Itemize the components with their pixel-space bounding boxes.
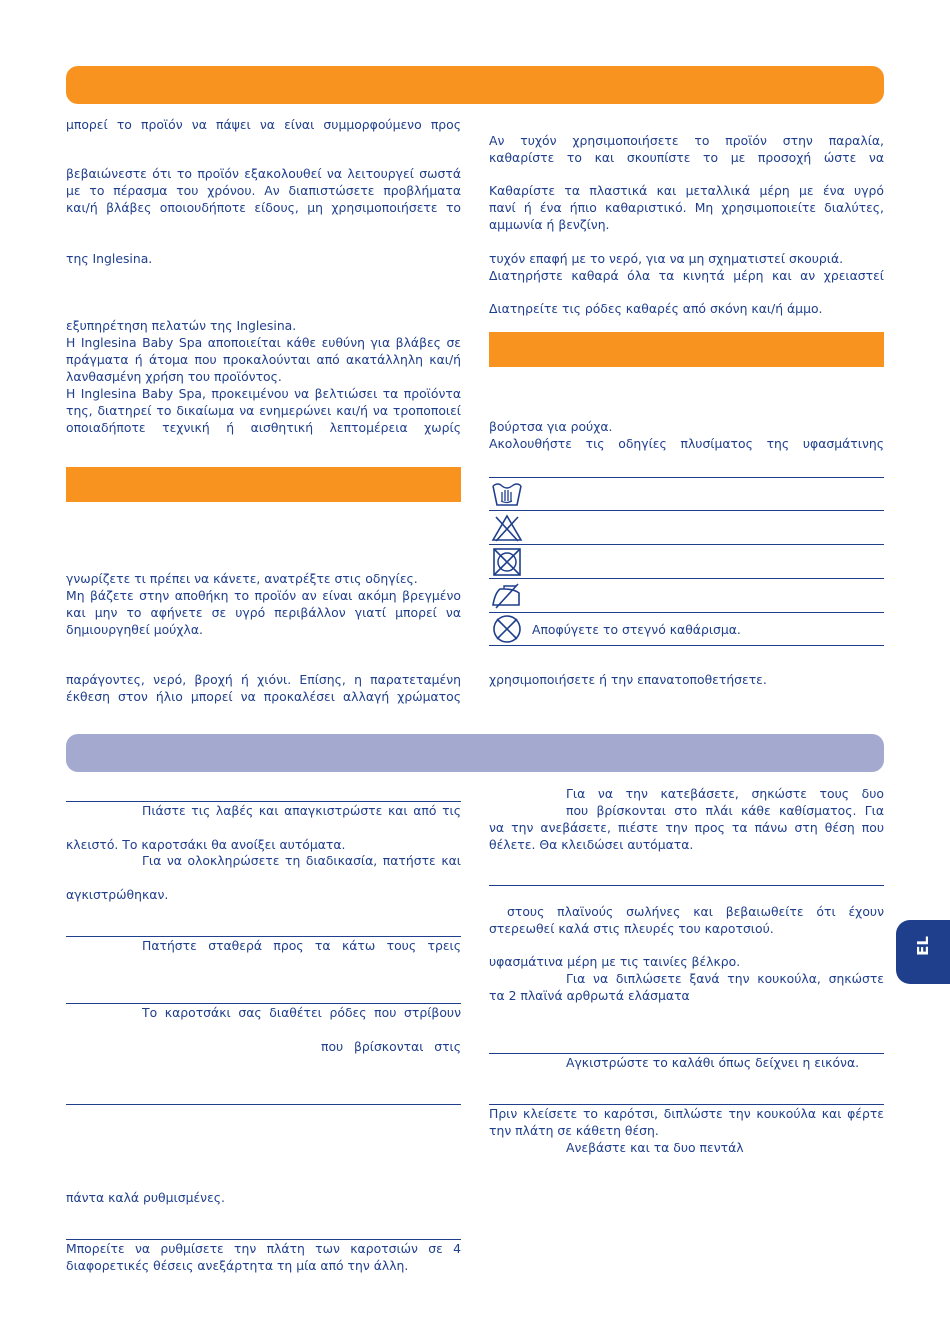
hand-wash-icon — [490, 479, 524, 509]
text-line: Αν τυχόν χρησιμοποιήσετε το προϊόν στην παραλία, — [489, 133, 884, 148]
text-line: Η Inglesina Baby Spa αποποιείται κάθε ευθύνη για βλάβες σε — [66, 335, 461, 350]
text-line: έκθεση στον ήλιο μπορεί να προκαλέσει αλλαγή χρώματος — [66, 689, 461, 704]
text-line: διαφορετικές θέσεις ανεξάρτητα τη μία από την άλλη. — [66, 1258, 409, 1273]
text-line: βεβαιώνεστε ότι το προϊόν εξακολουθεί να λειτουργεί σωστά — [66, 166, 461, 181]
section-rule — [66, 1104, 461, 1105]
text-line: Διατηρήστε καθαρά όλα τα κινητά μέρη και αν χρειαστεί — [489, 268, 884, 283]
text-line: Μπορείτε να ρυθμίσετε την πλάτη των καροτσιών σε 4 — [66, 1241, 461, 1256]
text-line: Μη βάζετε στην αποθήκη το προϊόν αν είναι ακόμη βρεγμένο — [66, 588, 461, 603]
text-line: που βρίσκονται στο πλάι κάθε καθίσματος. Για — [566, 803, 884, 818]
text-line: με το πέρασμα του χρόνου. Αν διαπιστώσετε προβλήματα — [66, 183, 461, 198]
care-table-rule — [489, 510, 884, 511]
text-line: Διατηρείτε τις ρόδες καθαρές από σκόνη και/ή άμμο. — [489, 301, 823, 316]
text-line: παράγοντες, νερό, βροχή ή χιόνι. Επίσης, η παρατεταμένη — [66, 672, 461, 687]
no-tumble-dry-icon — [490, 547, 524, 577]
language-tab — [896, 920, 950, 984]
no-iron-icon — [490, 581, 524, 611]
text-line: υφασμάτινα μέρη με τις ταινίες βέλκρο. — [489, 954, 741, 969]
text-line: Πιάστε τις λαβές και απαγκιστρώστε και από τις — [142, 803, 461, 818]
text-line: της, διατηρεί το δικαίωμα να ενημερώνει και/ή να τροποποιεί — [66, 403, 461, 418]
text-line: Ακολουθήστε τις οδηγίες πλυσίματος της υφασμάτινης — [489, 436, 884, 451]
text-line: Πριν κλείσετε το καρότσι, διπλώστε την κουκούλα και φέρτε — [489, 1106, 884, 1121]
text-line: κλειστό. Το καροτσάκι θα ανοίξει αυτόματα. — [66, 837, 346, 852]
text-line: γνωρίζετε τι πρέπει να κάνετε, ανατρέξτε στις οδηγίες. — [66, 571, 418, 586]
text-line: καθαρίστε το και σκουπίστε το με προσοχή ώστε να — [489, 150, 884, 165]
care-table-rule — [489, 477, 884, 478]
text-line: Αγκιστρώστε το καλάθι όπως δείχνει η εικόνα. — [566, 1055, 860, 1070]
text-line: αγκιστρώθηκαν. — [66, 887, 169, 902]
section-header-bar-storage — [66, 467, 461, 502]
text-line: να την ανεβάσετε, πιέστε την προς τα πάνω στη θέση που — [489, 820, 884, 835]
text-line: οποιαδήποτε τεχνική ή αισθητική λεπτομέρεια χωρίς — [66, 420, 461, 435]
text-line: στους πλαϊνούς σωλήνες και βεβαιωθείτε ότι έχουν — [507, 904, 884, 919]
section-header-bar-usage — [66, 734, 884, 772]
text-line: Για να διπλώσετε ξανά την κουκούλα, σηκώστε — [566, 971, 884, 986]
care-table-rule — [489, 645, 884, 646]
care-table-rule — [489, 544, 884, 545]
no-bleach-icon — [490, 513, 524, 543]
text-line: λανθασμένη χρήση του προϊόντος. — [66, 369, 282, 384]
text-line: Ανεβάστε και τα δυο πεντάλ — [566, 1140, 744, 1155]
care-table-rule — [489, 578, 884, 579]
text-line: πάντα καλά ρυθμισμένες. — [66, 1190, 225, 1205]
text-line: και μην το αφήνετε σε υγρό περιβάλλον γιατί μπορεί να — [66, 605, 461, 620]
care-table-rule — [489, 612, 884, 613]
text-line: εξυπηρέτηση πελατών της Inglesina. — [66, 318, 297, 333]
text-line: χρησιμοποιήσετε ή την επανατοποθετήσετε. — [489, 672, 767, 687]
text-line: Καθαρίστε τα πλαστικά και μεταλλικά μέρη με ένα υγρό — [489, 183, 884, 198]
language-tab-label: EL — [914, 936, 932, 956]
text-line: πράγματα ή άτομα που προκαλούνται από ακατάλληλη και/ή — [66, 352, 461, 367]
text-line: Το καροτσάκι σας διαθέτει ρόδες που στρίβουν — [142, 1005, 461, 1020]
text-line: Η Inglesina Baby Spa, προκειμένου να βελτιώσει τα προϊόντα — [66, 386, 461, 401]
text-line: που βρίσκονται στις — [321, 1039, 461, 1054]
text-line: την πλάτη σε κάθετη θέση. — [489, 1123, 659, 1138]
text-line: θέλετε. Θα κλειδώσει αυτόματα. — [489, 837, 694, 852]
text-line: βούρτσα για ρούχα. — [489, 419, 613, 434]
text-line: δημιουργηθεί μούχλα. — [66, 622, 203, 637]
text-line: στερεωθεί καλά στις πλευρές του καροτσιού. — [489, 921, 774, 936]
text-line: Για να την κατεβάσετε, σηκώστε τους δυο — [566, 786, 884, 801]
text-line: της Inglesina. — [66, 251, 153, 266]
care-dry-clean-text: Αποφύγετε το στεγνό καθάρισμα. — [532, 622, 741, 637]
text-line: πανί ή ένα ήπιο καθαριστικό. Μη χρησιμοποιείτε διαλύτες, — [489, 200, 884, 215]
text-line: μπορεί το προϊόν να πάψει να είναι συμμορφούμενο προς — [66, 117, 461, 132]
text-line: τα 2 πλαϊνά αρθρωτά ελάσματα — [489, 988, 690, 1003]
text-line: και/ή βλάβες οποιουδήποτε είδους, μη χρησιμοποιήσετε το — [66, 200, 461, 215]
text-line: Για να ολοκληρώσετε τη διαδικασία, πατήστε και — [142, 853, 461, 868]
no-dry-clean-icon — [490, 614, 524, 644]
section-header-bar-top — [66, 66, 884, 104]
text-line: Πατήστε σταθερά προς τα κάτω τους τρεις — [142, 938, 461, 953]
section-header-bar-fabric — [489, 332, 884, 367]
text-line: τυχόν επαφή με το νερό, για να μη σχηματιστεί σκουριά. — [489, 251, 844, 266]
section-rule — [489, 885, 884, 886]
text-line: αμμωνία ή βενζίνη. — [489, 217, 610, 232]
